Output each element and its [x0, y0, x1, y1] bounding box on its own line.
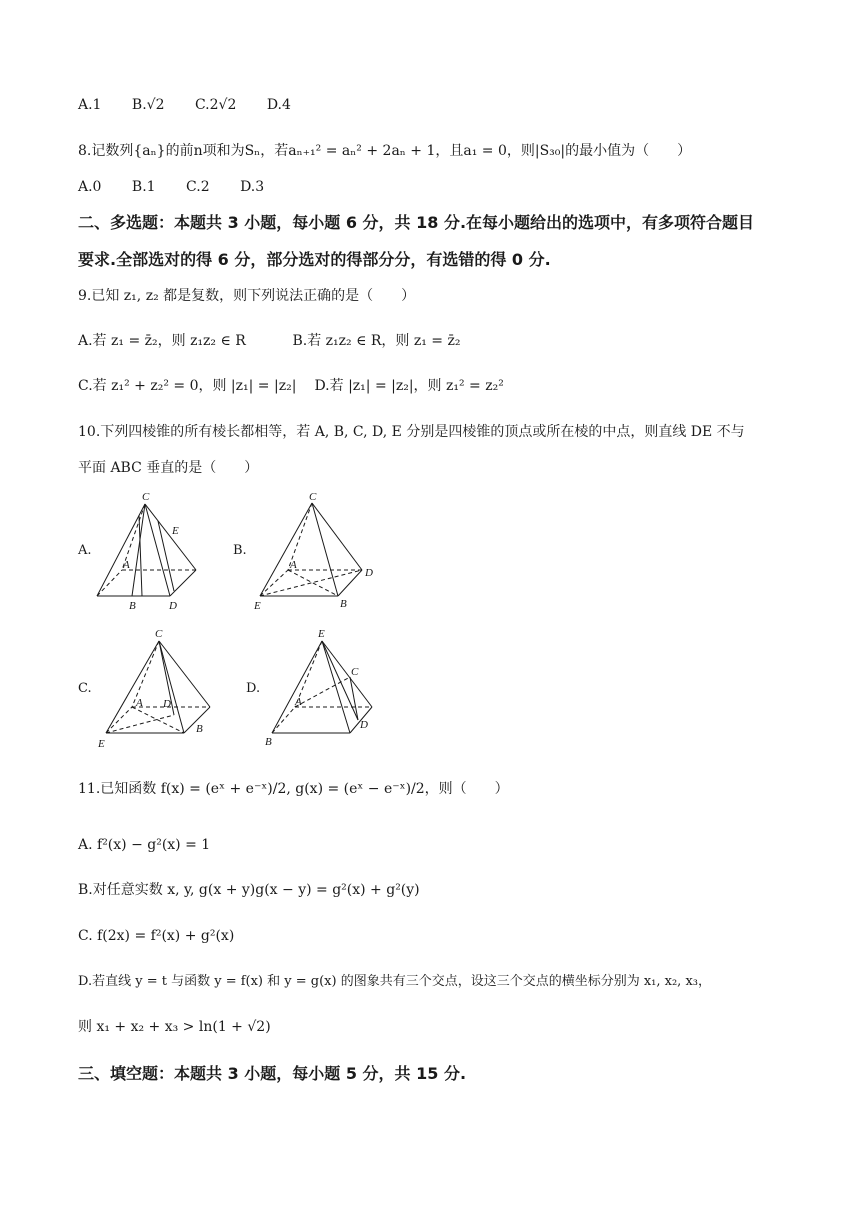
- q7-option-b: B.√2: [131, 97, 165, 113]
- point-a-label: A: [136, 697, 143, 709]
- q9-options-ab: [78, 334, 460, 348]
- point-c-label: C: [155, 628, 163, 640]
- q10-stem-line1: 10.下列四棱锥的所有棱长都相等，若 A, B, C, D, E 分别是四棱锥的顶点或所在棱的中点，则直线 DE 不与: [78, 424, 745, 440]
- q10-figure-b: [250, 488, 380, 613]
- point-b-label: B: [340, 598, 347, 610]
- point-b-label: B: [129, 600, 136, 612]
- q10-figure-d-label: D.: [246, 681, 261, 696]
- q7-option-d: D.4: [266, 97, 291, 113]
- q9-options-cd: [78, 379, 504, 393]
- point-b-label: B: [196, 723, 203, 735]
- q8-options: [78, 180, 290, 194]
- q10-figure-b-label: B.: [233, 543, 247, 558]
- q11-option-a: A. f²(x) − g²(x) = 1: [78, 837, 211, 853]
- q11-option-c: C. f(2x) = f²(x) + g²(x): [78, 928, 235, 944]
- point-b-label: B: [265, 736, 272, 748]
- q7-option-c: C.2√2: [194, 97, 237, 113]
- q10-figure-a-label: A.: [78, 543, 92, 558]
- point-d-label: D: [365, 567, 373, 579]
- point-a-label: A: [123, 559, 130, 571]
- point-c-label: C: [142, 491, 150, 503]
- q8-option-a: A.0: [78, 179, 102, 195]
- q7-option-a: A.1: [78, 97, 102, 113]
- section3-heading: 三、填空题：本题共 3 小题，每小题 5 分，共 15 分.: [78, 1064, 467, 1083]
- point-e-label: E: [254, 600, 261, 612]
- q8-option-c: C.2: [186, 179, 210, 195]
- q7-options: [78, 98, 317, 112]
- q9-option-b: B.若 z₁z₂ ∈ R，则 z₁ = z̄₂: [292, 333, 461, 349]
- point-d-label: D: [163, 698, 171, 710]
- q8-stem: 8.记数列{aₙ}的前n项和为Sₙ，若aₙ₊₁² = aₙ² + 2aₙ + 1，且a₁ = 0，则|S₃₀|的最小值为（ ）: [78, 143, 692, 159]
- q9-option-c: C.若 z₁² + z₂² = 0，则 |z₁| = |z₂|: [78, 378, 297, 394]
- q9-option-a: A.若 z₁ = z̄₂，则 z₁z₂ ∈ R: [78, 333, 246, 349]
- q10-figure-c: [92, 625, 222, 750]
- point-c-label: C: [309, 491, 317, 503]
- point-c-label: C: [351, 666, 359, 678]
- q8-option-b: B.1: [131, 179, 156, 195]
- q8-option-d: D.3: [240, 179, 265, 195]
- point-e-label: E: [318, 628, 325, 640]
- q10-stem-line2: 平面 ABC 垂直的是（ ）: [78, 460, 259, 476]
- q10-figure-c-label: C.: [78, 681, 92, 696]
- q9-stem: 9.已知 z₁, z₂ 都是复数，则下列说法正确的是（ ）: [78, 288, 416, 304]
- q10-figure-d: [262, 625, 382, 750]
- q9-option-d: D.若 |z₁| = |z₂|，则 z₁² = z₂²: [314, 378, 504, 394]
- q11-option-b: B.对任意实数 x, y, g(x + y)g(x − y) = g²(x) + g²(y): [78, 882, 420, 898]
- section2-heading-line1: 二、多选题：本题共 3 小题，每小题 6 分，共 18 分.在每小题给出的选项中，有多项符合题目: [78, 213, 755, 232]
- q11-stem: 11.已知函数 f(x) = (eˣ + e⁻ˣ)/2, g(x) = (eˣ − e⁻ˣ)/2，则（ ）: [78, 781, 509, 797]
- point-a-label: A: [295, 696, 302, 708]
- section2-heading-line2: 要求.全部选对的得 6 分，部分选对的得部分分，有选错的得 0 分.: [78, 250, 551, 269]
- point-d-label: D: [360, 719, 368, 731]
- point-d-label: D: [169, 600, 177, 612]
- point-a-label: A: [290, 559, 297, 571]
- q11-option-d-line1: D.若直线 y = t 与函数 y = f(x) 和 y = g(x) 的图象共有三个交点，设这三个交点的横坐标分别为 x₁, x₂, x₃，: [78, 974, 711, 989]
- q11-option-d-line2: 则 x₁ + x₂ + x₃ > ln(1 + √2): [78, 1019, 271, 1035]
- q10-figure-a: [92, 488, 207, 613]
- point-e-label: E: [98, 738, 105, 750]
- point-e-label: E: [172, 525, 179, 537]
